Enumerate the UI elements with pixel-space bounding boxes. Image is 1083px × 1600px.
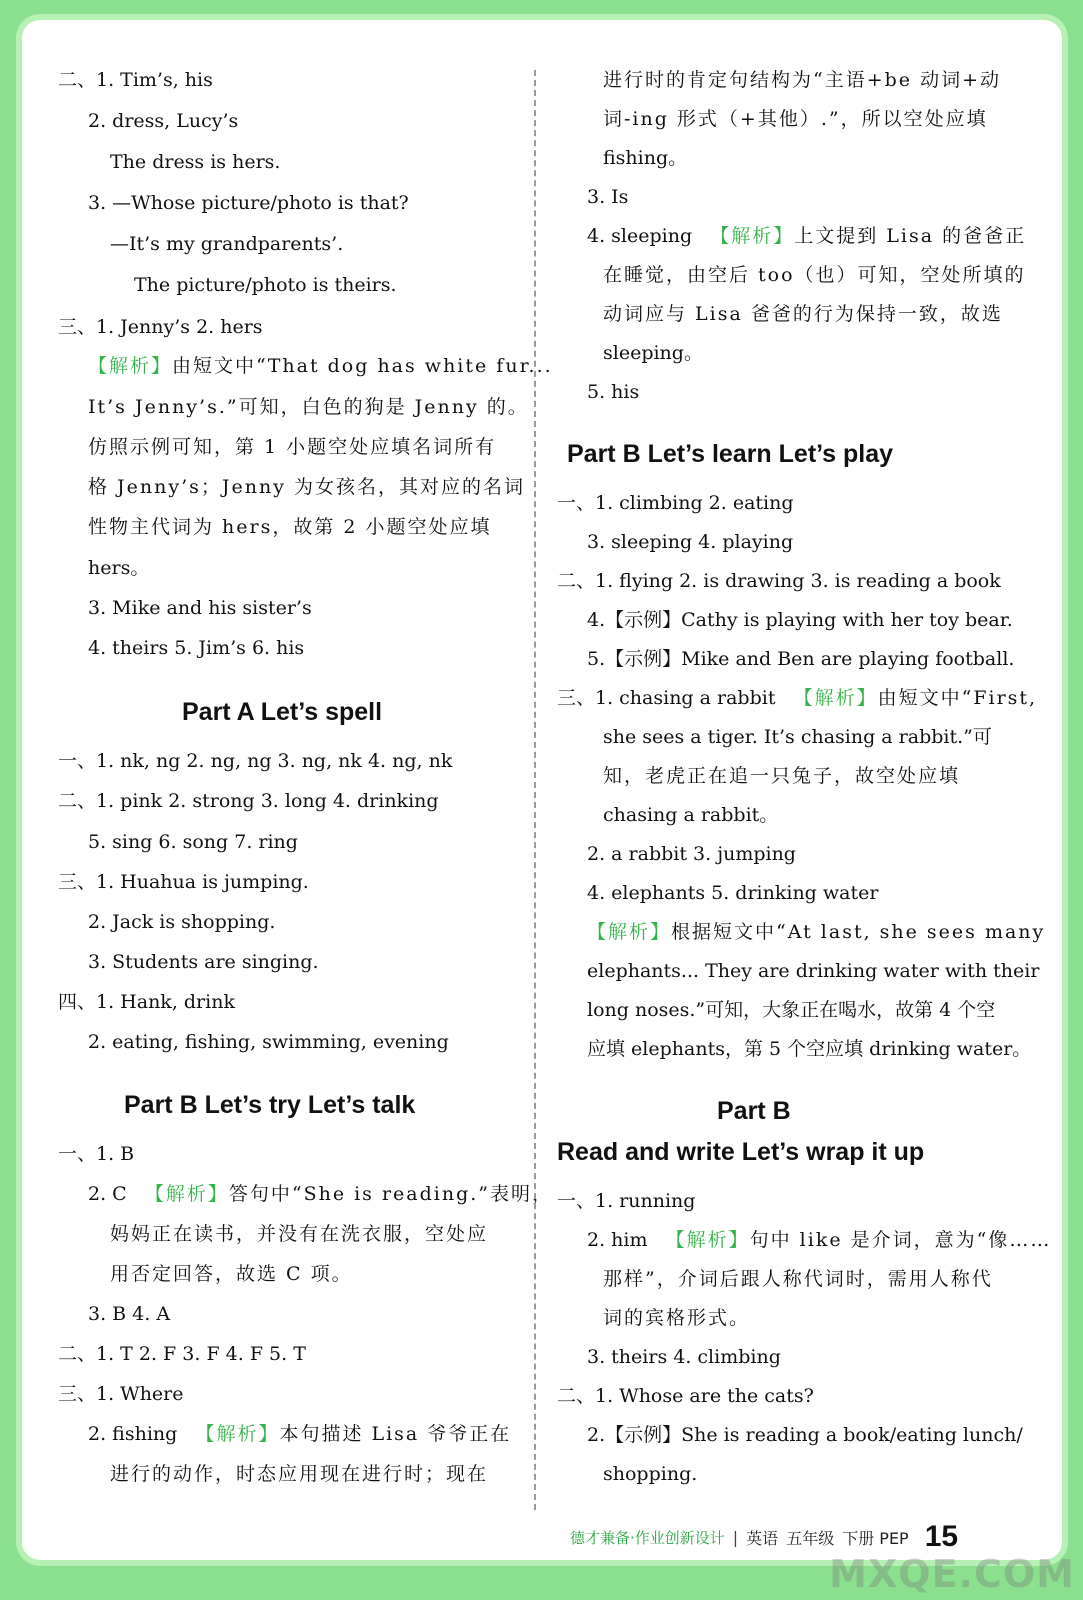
answer-line: 4. theirs 5. Jim’s 6. his (88, 637, 305, 659)
analysis-line: 2. fishing 【解析】本句描述 Lisa 爷爷正在 (88, 1423, 512, 1445)
analysis-line: 用否定回答，故选 C 项。 (110, 1263, 353, 1285)
analysis-line: 那样”，介词后跟人称代词时，需用人称代 (603, 1268, 993, 1290)
answer-line: 3. Is (587, 186, 629, 208)
answer-line: 4.【示例】Cathy is playing with her toy bear. (587, 609, 1013, 631)
answer-line: 二、1. T 2. F 3. F 4. F 5. T (58, 1343, 306, 1365)
analysis-line: It’s Jenny’s.”可知，白色的狗是 Jenny 的。 (88, 396, 529, 418)
analysis-line: 【解析】由短文中“That dog has white fur... (88, 355, 553, 377)
analysis-line: 应填 elephants，第 5 个空应填 drinking water。 (587, 1038, 1032, 1060)
analysis-line: 格 Jenny’s；Jenny 为女孩名，其对应的名词 (88, 476, 526, 498)
analysis-line: 4. sleeping 【解析】上文提到 Lisa 的爸爸正 (587, 225, 1027, 247)
section-heading: Part A Let’s spell (182, 698, 383, 726)
answer-line: —It’s my grandparents’. (110, 233, 344, 255)
analysis-tag: 【解析】 (88, 355, 173, 377)
answer-line: 4. elephants 5. drinking water (587, 882, 879, 904)
analysis-line: 2. him 【解析】句中 like 是介词，意为“像…… (587, 1229, 1052, 1251)
answer-line: 2.【示例】She is reading a book/eating lunch/ (587, 1424, 1023, 1446)
answer-line: shopping. (603, 1463, 698, 1485)
analysis-line: 在睡觉，由空后 too（也）可知，空处所填的 (603, 264, 1026, 286)
analysis-line: she sees a tiger. It’s chasing a rabbit.”可 (603, 726, 992, 748)
answer-line: 一、1. nk, ng 2. ng, ng 3. ng, nk 4. ng, nk (58, 750, 453, 772)
footer-subject: 英语 (746, 1528, 779, 1548)
analysis-line: 进行时的肯定句结构为“主语+be 动词+动 (603, 69, 1002, 91)
footer-volume: 下册 PEP (842, 1528, 909, 1548)
answer-line: 3. sleeping 4. playing (587, 531, 794, 553)
answer-sheet (22, 20, 1062, 1560)
answer-line: 一、1. running (557, 1190, 696, 1212)
analysis-tag: 【解析】 (665, 1229, 750, 1251)
answer-line: 三、1. Jenny’s 2. hers (58, 316, 263, 338)
answer-line: 5.【示例】Mike and Ben are playing football. (587, 648, 1015, 670)
column-divider (534, 70, 536, 1510)
analysis-line: hers。 (88, 557, 150, 579)
section-heading: Read and write Let’s wrap it up (557, 1138, 925, 1166)
page-number: 15 (924, 1520, 959, 1553)
answer-line: 四、1. Hank, drink (58, 991, 235, 1013)
page-footer (570, 1522, 958, 1552)
analysis-line: 【解析】根据短文中“At last, she sees many (587, 921, 1046, 943)
analysis-line: sleeping。 (603, 342, 703, 364)
analysis-tag: 【解析】 (195, 1423, 280, 1445)
analysis-line: 2. C 【解析】答句中“She is reading.”表明， (88, 1183, 554, 1205)
answer-line: 2. Jack is shopping. (88, 911, 276, 933)
analysis-line: 三、1. chasing a rabbit 【解析】由短文中“First, (557, 687, 1038, 709)
answer-line: The picture/photo is theirs. (134, 274, 397, 296)
answer-line: 二、1. Tim’s, his (58, 69, 213, 91)
answer-line: 二、1. pink 2. strong 3. long 4. drinking (58, 790, 439, 812)
analysis-line: 仿照示例可知，第 1 小题空处应填名词所有 (88, 436, 497, 458)
analysis-line: elephants... They are drinking water with their (587, 960, 1040, 982)
answer-line: 3. B 4. A (88, 1303, 171, 1325)
answer-line: 一、1. climbing 2. eating (557, 492, 794, 514)
section-heading: Part B Let’s try Let’s talk (124, 1091, 416, 1119)
answer-line: 二、1. Whose are the cats? (557, 1385, 814, 1407)
answer-line: 3. theirs 4. climbing (587, 1346, 781, 1368)
answer-line: 2. a rabbit 3. jumping (587, 843, 796, 865)
analysis-tag: 【解析】 (793, 687, 878, 709)
footer-separator: | (732, 1527, 739, 1547)
answer-line: 3. —Whose picture/photo is that? (88, 192, 409, 214)
section-heading: Part B (717, 1097, 791, 1125)
analysis-line: 词-ing 形式（+其他）.”，所以空处应填 (603, 108, 988, 130)
analysis-tag: 【解析】 (144, 1183, 229, 1205)
analysis-line: fishing。 (603, 147, 688, 169)
answer-line: 二、1. flying 2. is drawing 3. is reading a book (557, 570, 1001, 592)
answer-line: 5. sing 6. song 7. ring (88, 831, 298, 853)
analysis-tag: 【解析】 (587, 921, 672, 943)
answer-line: 5. his (587, 381, 640, 403)
footer-grade: 五年级 (786, 1528, 835, 1548)
answer-line: 三、1. Huahua is jumping. (58, 871, 309, 893)
answer-line: 三、1. Where (58, 1383, 184, 1405)
answer-line: The dress is hers. (110, 151, 281, 173)
answer-line: 2. dress, Lucy’s (88, 110, 239, 132)
analysis-line: 性物主代词为 hers，故第 2 小题空处应填 (88, 516, 492, 538)
watermark: MXQE.COM (829, 1552, 1075, 1596)
analysis-line: chasing a rabbit。 (603, 804, 779, 826)
footer-brand: 德才兼备·作业创新设计 (570, 1528, 725, 1547)
answer-line: 2. eating, fishing, swimming, evening (88, 1031, 449, 1053)
section-heading: Part B Let’s learn Let’s play (567, 440, 894, 468)
analysis-line: 知，老虎正在追一只兔子，故空处应填 (603, 765, 961, 787)
analysis-line: 动词应与 Lisa 爸爸的行为保持一致，故选 (603, 303, 1003, 325)
analysis-line: 词的宾格形式。 (603, 1307, 751, 1329)
analysis-line: 进行的动作，时态应用现在进行时；现在 (110, 1463, 489, 1485)
answer-line: 3. Students are singing. (88, 951, 319, 973)
answer-line: 一、1. B (58, 1143, 135, 1165)
analysis-line: 妈妈正在读书，并没有在洗衣服，空处应 (110, 1223, 489, 1245)
analysis-line: long noses.”可知，大象正在喝水，故第 4 个空 (587, 999, 996, 1021)
answer-line: 3. Mike and his sister’s (88, 597, 312, 619)
analysis-tag: 【解析】 (710, 225, 795, 247)
